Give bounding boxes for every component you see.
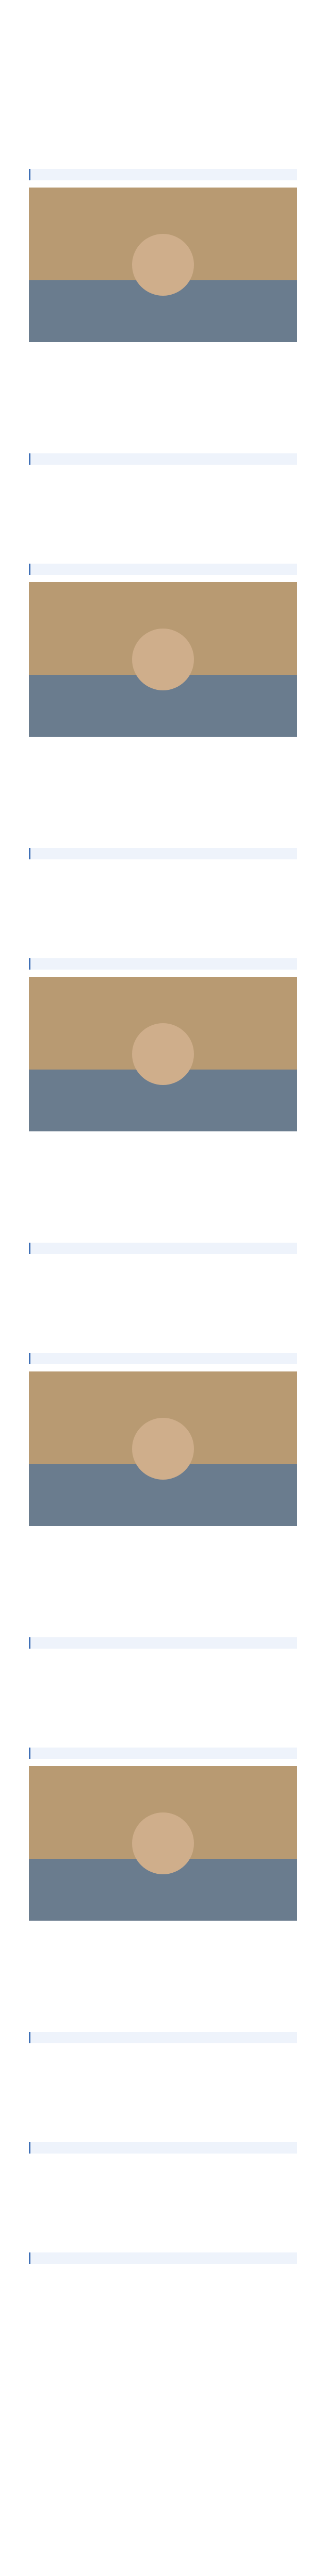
article-section (29, 870, 297, 1144)
article-section (29, 1659, 297, 1933)
article-photo (29, 582, 297, 739)
section-numeral (29, 2164, 297, 2175)
body-paragraph (29, 99, 297, 130)
body-paragraph (29, 418, 297, 449)
source-quote (29, 1353, 297, 1364)
photo-caption (29, 347, 297, 354)
source-quote (29, 2032, 297, 2043)
body-paragraph (29, 1962, 297, 1993)
article-photo (29, 1766, 297, 1923)
body-paragraph (29, 1713, 297, 1743)
section-numeral (29, 1943, 297, 1955)
article-section (29, 45, 297, 354)
source-quote (29, 958, 297, 970)
photo-caption (29, 1531, 297, 1538)
article-photo (29, 977, 297, 1133)
body-paragraph (29, 529, 297, 560)
source-quote (29, 2252, 297, 2264)
section-numeral (29, 1659, 297, 1670)
source-quote (29, 169, 297, 180)
body-paragraph (29, 64, 297, 95)
article-section (29, 2164, 297, 2264)
photo-caption (29, 1137, 297, 1144)
source-quote (29, 2142, 297, 2154)
section-numeral (29, 475, 297, 486)
body-paragraph (29, 1567, 297, 1598)
body-paragraph (29, 1173, 297, 1204)
body-paragraph (29, 134, 297, 165)
photo-caption (29, 742, 297, 749)
article-photo (29, 188, 297, 344)
article-title (29, 9, 297, 23)
article-section (29, 365, 297, 465)
article-page (0, 9, 326, 2576)
article-section (29, 1154, 297, 1254)
section-numeral (29, 2054, 297, 2065)
body-paragraph (29, 1208, 297, 1239)
section-numeral (29, 365, 297, 376)
body-paragraph (29, 778, 297, 809)
body-paragraph (29, 1997, 297, 2028)
body-paragraph (29, 1602, 297, 1633)
body-paragraph (29, 2072, 297, 2103)
source-quote (29, 1637, 297, 1649)
source-quote (29, 848, 297, 859)
section-numeral (29, 1154, 297, 1165)
body-paragraph (29, 888, 297, 919)
source-quote (29, 1243, 297, 1254)
body-paragraph (29, 1318, 297, 1349)
body-paragraph (29, 813, 297, 844)
section-numeral (29, 870, 297, 881)
article-section (29, 759, 297, 859)
article-section (29, 1264, 297, 1538)
section-numeral (29, 45, 297, 57)
body-paragraph (29, 494, 297, 524)
section-numeral (29, 1549, 297, 1560)
source-quote (29, 564, 297, 575)
article-section (29, 2054, 297, 2154)
section-numeral (29, 759, 297, 771)
article-section (29, 1943, 297, 2043)
body-paragraph (29, 923, 297, 954)
source-quote (29, 453, 297, 465)
body-paragraph (29, 1677, 297, 1708)
photo-caption (29, 1926, 297, 1933)
body-paragraph (29, 383, 297, 414)
article-byline (29, 26, 297, 34)
article-section (29, 475, 297, 749)
article-body (29, 45, 297, 2264)
body-paragraph (29, 2182, 297, 2213)
body-paragraph (29, 1283, 297, 1314)
section-numeral (29, 1264, 297, 1276)
body-paragraph (29, 2107, 297, 2138)
body-paragraph (29, 2217, 297, 2248)
source-quote (29, 1748, 297, 1759)
article-photo (29, 1371, 297, 1528)
article-section (29, 1549, 297, 1649)
